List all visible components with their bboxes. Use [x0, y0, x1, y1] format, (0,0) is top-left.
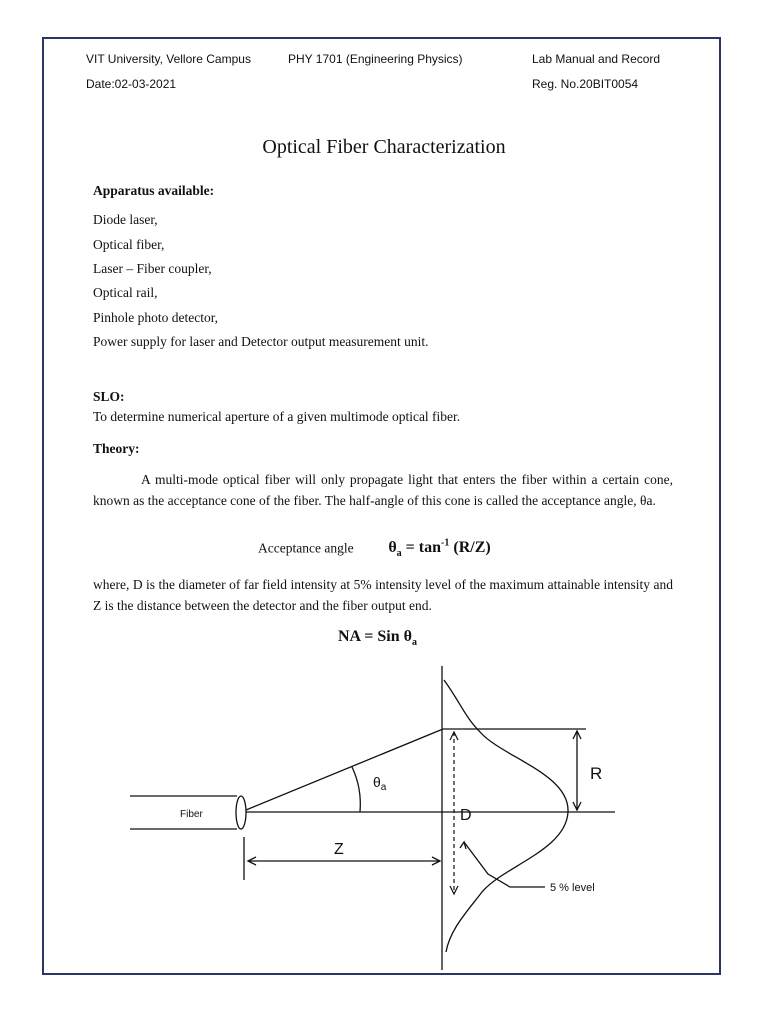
equation-theta-sub: a — [396, 548, 402, 560]
acceptance-angle-equation — [258, 538, 491, 560]
theory-paragraph-2: where, D is the diameter of far field intensity at 5% intensity level of the maximum attainable intensity and Z is the distance between the detector and the fiber output end. — [93, 577, 673, 613]
slo-heading: SLO: — [93, 389, 125, 404]
equation-sup: -1 — [441, 538, 450, 549]
apparatus-item: Laser – Fiber coupler, — [93, 261, 212, 276]
slo-text: To determine numerical aperture of a given multimode optical fiber. — [93, 409, 461, 424]
r-label: R — [590, 764, 603, 783]
equation-rhs: (R/Z) — [449, 539, 491, 557]
apparatus-item: Pinhole photo detector, — [93, 310, 219, 325]
apparatus-item: Optical rail, — [93, 285, 158, 300]
acceptance-angle-label: Acceptance angle — [258, 540, 354, 556]
na-equation-lhs: NA = Sin θ — [338, 628, 412, 645]
equation-theta: θ — [388, 539, 397, 557]
apparatus-heading: Apparatus available: — [93, 183, 215, 198]
header-manual: Lab Manual and Record — [532, 52, 661, 66]
header-reg-no: Reg. No.20BIT0054 — [532, 77, 639, 91]
d-label: D — [460, 807, 472, 824]
equation-tan: = tan — [401, 539, 442, 557]
theta-label-sub: a — [380, 782, 387, 793]
z-label: Z — [334, 841, 344, 858]
apparatus-item: Power supply for laser and Detector output measurement unit. — [93, 334, 429, 349]
header-course: PHY 1701 (Engineering Physics) — [288, 52, 463, 66]
theta-arc — [352, 767, 360, 812]
apparatus-item: Diode laser, — [93, 212, 158, 227]
na-equation — [338, 628, 417, 648]
theta-label-main: θ — [373, 774, 381, 790]
level-leader-line — [464, 842, 545, 887]
apparatus-item: Optical fiber, — [93, 237, 165, 252]
level-label: 5 % level — [550, 882, 595, 894]
fiber-end-face — [236, 796, 246, 829]
header-date: Date:02-03-2021 — [86, 77, 177, 91]
acceptance-angle-diagram — [110, 662, 650, 974]
theory-heading: Theory: — [93, 441, 140, 456]
theta-label — [373, 774, 387, 793]
na-equation-sub: a — [411, 637, 417, 649]
theory-paragraph-1: A multi-mode optical fiber will only propagate light that enters the fiber within a certain cone, known as the acceptance cone of the fiber. The half-angle of this cone is called the acceptance angle, θa. — [93, 472, 673, 508]
fiber-label: Fiber — [180, 809, 203, 820]
header-university: VIT University, Vellore Campus — [86, 52, 251, 66]
cone-ray — [246, 729, 443, 810]
page-title: Optical Fiber Characterization — [262, 136, 506, 158]
